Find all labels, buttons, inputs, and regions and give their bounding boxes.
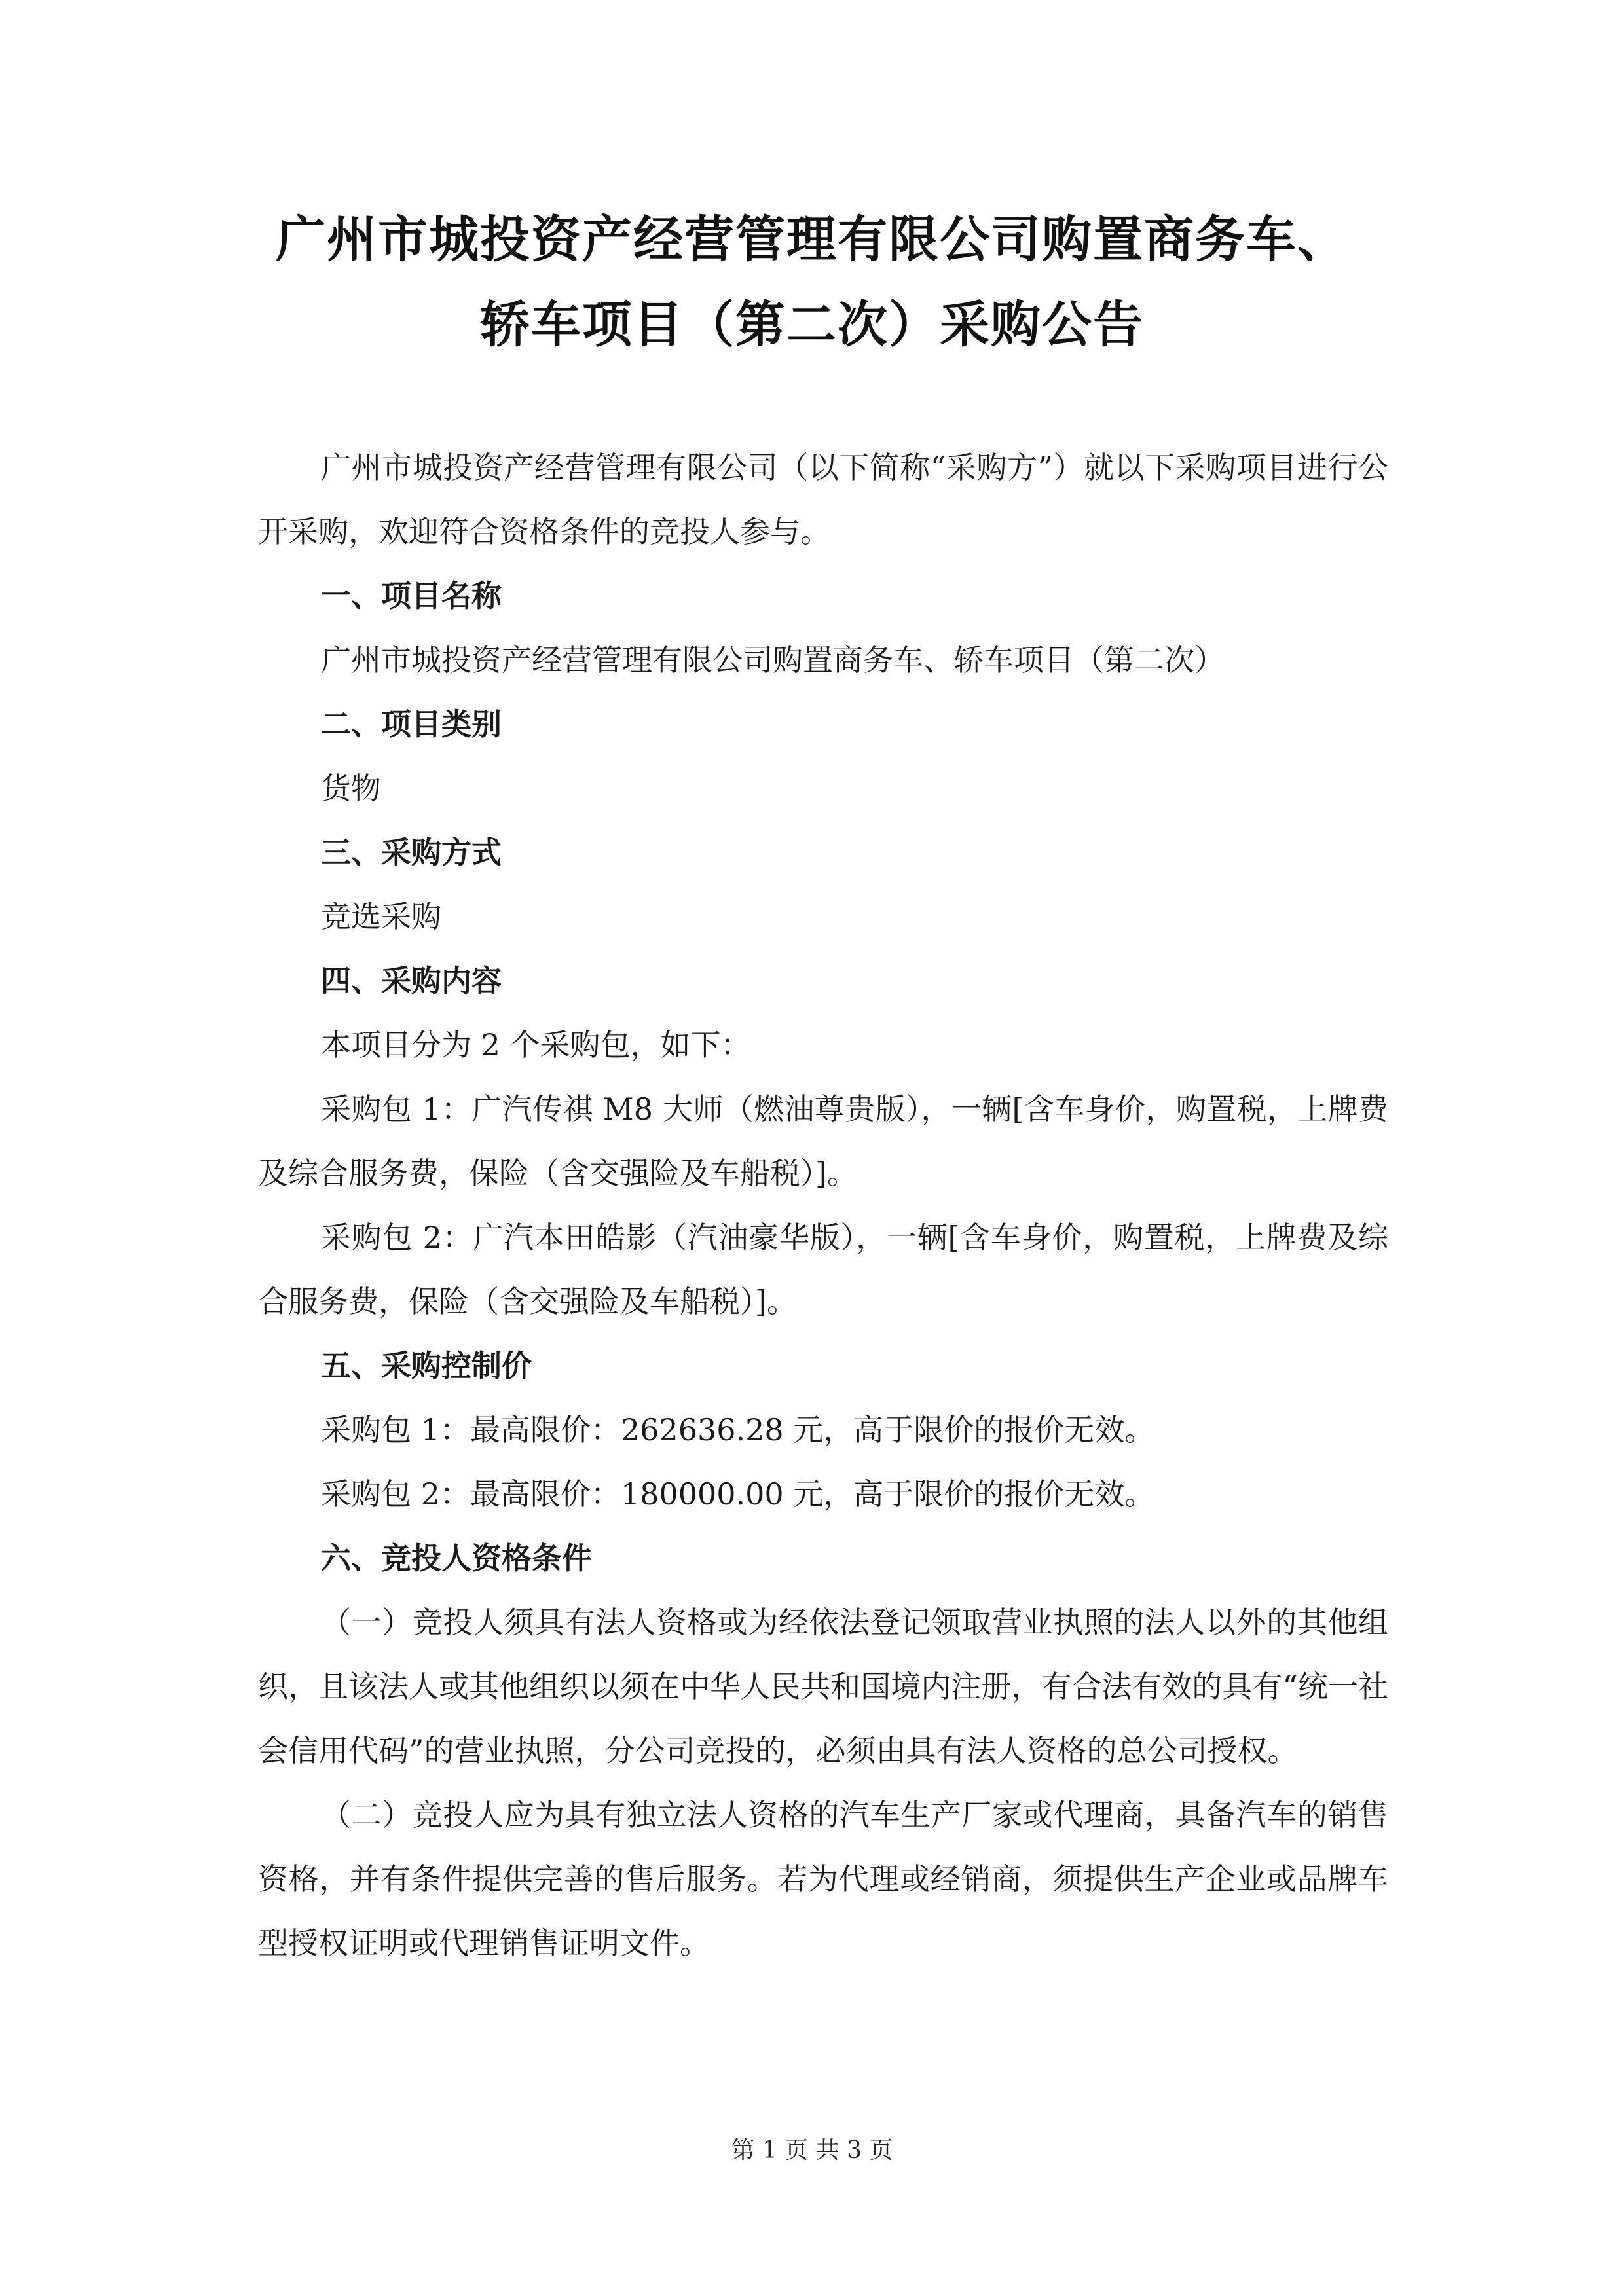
control-price-package-1: 采购包 1：最高限价：262636.28 元，高于限价的报价无效。: [321, 1412, 1155, 1448]
qualification-item-1: （一）竞投人须具有法人资格或为经依法登记领取营业执照的法人以外的其他组织，且该法人或其他组织以须在中华人民共和国境内注册，有合法有效的具有“统一社会信用代码”的营业执照，分公司竞投的，必须由具有法人资格的总公司授权。: [258, 1605, 1388, 1768]
document-title-line-1: 广州市城投资产经营管理有限公司购置商务车、: [276, 210, 1348, 268]
procurement-package-1: 采购包 1：广汽传祺 M8 大师（燃油尊贵版），一辆[含车身价，购置税，上牌费及综合服务费，保险（含交强险及车船税）]。: [258, 1091, 1388, 1191]
section-heading-bidder-qualifications: 六、竞投人资格条件: [321, 1540, 592, 1576]
section-heading-procurement-content: 四、采购内容: [321, 963, 502, 998]
qualification-item-2: （二）竞投人应为具有独立法人资格的汽车生产厂家或代理商，具备汽车的销售资格，并有条件提供完善的售后服务。若为代理或经销商，须提供生产企业或品牌车型授权证明或代理销售证明文件。: [258, 1797, 1388, 1961]
section-heading-control-price: 五、采购控制价: [321, 1348, 532, 1383]
intro-paragraph: 广州市城投资产经营管理有限公司（以下简称“采购方”）就以下采购项目进行公开采购，欢迎符合资格条件的竞投人参与。: [258, 450, 1388, 549]
section-heading-project-category: 二、项目类别: [321, 706, 502, 742]
section-heading-project-name: 一、项目名称: [321, 578, 502, 613]
project-name-text: 广州市城投资产经营管理有限公司购置商务车、轿车项目（第二次）: [321, 642, 1225, 678]
document-body: [258, 435, 1388, 1975]
control-price-package-2: 采购包 2：最高限价：180000.00 元，高于限价的报价无效。: [321, 1476, 1155, 1512]
procurement-method-text: 竞选采购: [321, 899, 441, 934]
project-category-text: 货物: [321, 771, 381, 806]
section-heading-procurement-method: 三、采购方式: [321, 835, 502, 870]
procurement-package-2: 采购包 2：广汽本田皓影（汽油豪华版），一辆[含车身价，购置税，上牌费及综合服务费，保险（含交强险及车船税）]。: [258, 1220, 1388, 1319]
procurement-content-intro: 本项目分为 2 个采购包，如下：: [321, 1027, 751, 1063]
page-number-footer: 第 1 页 共 3 页: [731, 2137, 893, 2164]
document-title-line-2: 轿车项目（第二次）采购公告: [480, 295, 1144, 354]
